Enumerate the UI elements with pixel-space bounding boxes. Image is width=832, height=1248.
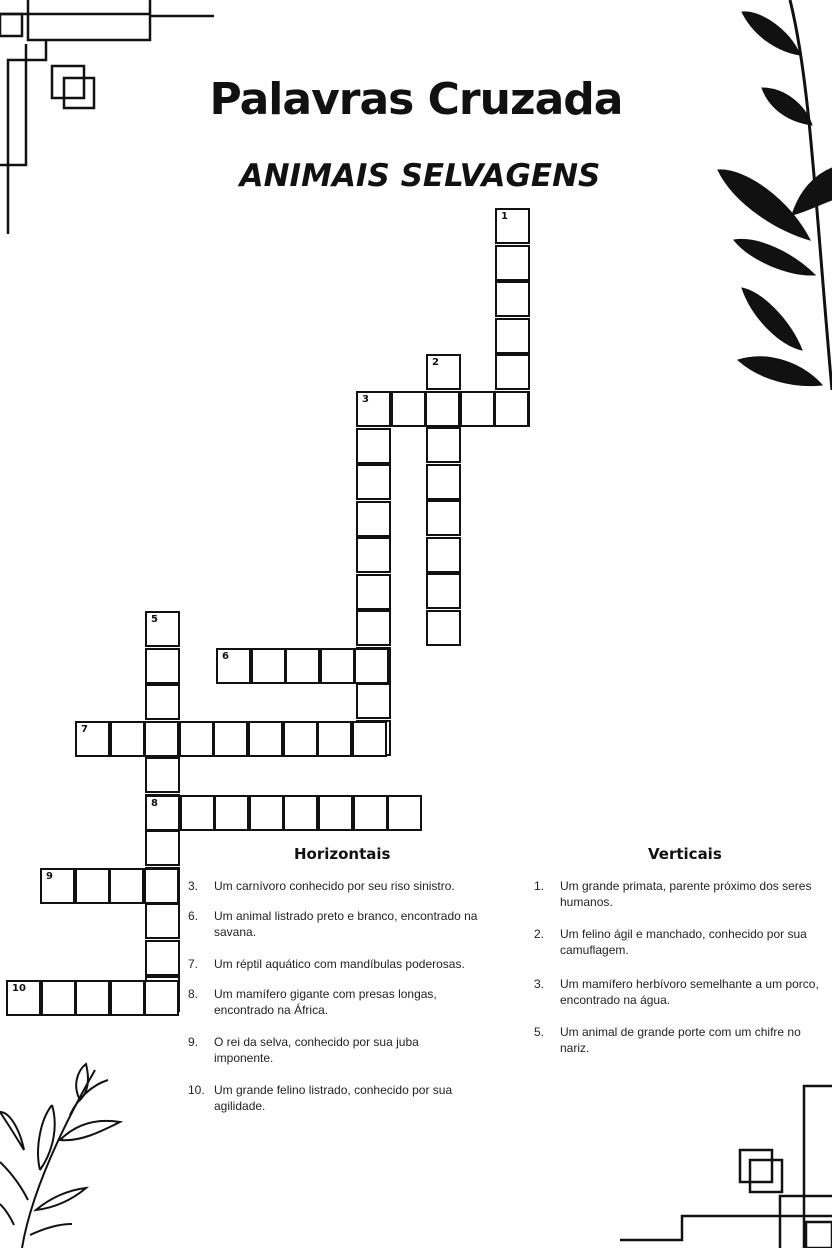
crossword-cell[interactable] bbox=[109, 868, 144, 904]
crossword-cell[interactable] bbox=[75, 868, 110, 904]
crossword-cell[interactable] bbox=[317, 721, 352, 757]
crossword-cell[interactable] bbox=[145, 757, 180, 793]
crossword-cell[interactable] bbox=[41, 980, 76, 1016]
crossword-cell[interactable] bbox=[145, 830, 180, 866]
crossword-cell[interactable] bbox=[495, 318, 530, 354]
crossword-cell[interactable] bbox=[356, 428, 391, 464]
crossword-cell[interactable] bbox=[283, 795, 318, 831]
crossword-cell[interactable] bbox=[180, 795, 215, 831]
clue-number-label: 2 bbox=[432, 357, 439, 368]
page-title: Palavras Cruzada bbox=[209, 74, 623, 125]
crossword-cell[interactable] bbox=[145, 684, 180, 720]
crossword-cell[interactable] bbox=[214, 795, 249, 831]
clue-across-9: 9. O rei da selva, conhecido por sua juba imponente. bbox=[188, 1035, 419, 1065]
crossword-cell[interactable] bbox=[391, 391, 426, 427]
crossword-cell[interactable] bbox=[320, 648, 355, 684]
crossword-cell[interactable] bbox=[75, 980, 110, 1016]
crossword-cell[interactable] bbox=[495, 281, 530, 317]
crossword-cell[interactable] bbox=[495, 354, 530, 390]
crossword-cell[interactable] bbox=[356, 683, 391, 719]
clue-number-label: 1 bbox=[501, 211, 508, 222]
clue-number-label: 8 bbox=[151, 798, 158, 809]
across-clues-title: Horizontais bbox=[294, 845, 391, 863]
crossword-cell[interactable] bbox=[144, 980, 179, 1016]
clue-number-label: 6 bbox=[222, 651, 229, 662]
crossword-cell[interactable] bbox=[283, 721, 318, 757]
crossword-cell[interactable] bbox=[426, 464, 461, 500]
crossword-cell[interactable] bbox=[144, 721, 179, 757]
crossword-cell[interactable] bbox=[352, 721, 387, 757]
crossword-cell[interactable] bbox=[356, 574, 391, 610]
crossword-cell[interactable] bbox=[426, 573, 461, 609]
down-clues-title: Verticais bbox=[648, 845, 722, 863]
crossword-cell[interactable] bbox=[426, 537, 461, 573]
crossword-cell[interactable] bbox=[285, 648, 320, 684]
clue-down-2: 2. Um felino ágil e manchado, conhecido por sua camuflagem. bbox=[534, 927, 807, 957]
crossword-cell[interactable] bbox=[318, 795, 353, 831]
clue-across-10: 10. Um grande felino listrado, conhecido por sua agilidade. bbox=[188, 1083, 453, 1113]
crossword-cell[interactable] bbox=[356, 610, 391, 646]
clue-down-3: 3. Um mamífero herbívoro semelhante a um porco, encontrado na água. bbox=[534, 977, 819, 1007]
clue-number-label: 7 bbox=[81, 724, 88, 735]
crossword-cell[interactable] bbox=[354, 648, 389, 684]
clue-down-5: 5. Um animal de grande porte com um chifre no nariz. bbox=[534, 1025, 801, 1055]
crossword-cell[interactable] bbox=[426, 500, 461, 536]
crossword-cell[interactable] bbox=[460, 391, 495, 427]
crossword-cell[interactable] bbox=[356, 501, 391, 537]
crossword-cell[interactable] bbox=[426, 610, 461, 646]
crossword-cell[interactable] bbox=[425, 391, 460, 427]
crossword-cell[interactable] bbox=[144, 868, 179, 904]
crossword-cell[interactable] bbox=[356, 464, 391, 500]
crossword-cell[interactable] bbox=[249, 795, 284, 831]
crossword-cell[interactable] bbox=[248, 721, 283, 757]
clue-number-label: 10 bbox=[12, 983, 26, 994]
crossword-cell[interactable] bbox=[426, 427, 461, 463]
crossword-cell[interactable] bbox=[179, 721, 214, 757]
crossword-cell[interactable] bbox=[110, 721, 145, 757]
clue-number-label: 9 bbox=[46, 871, 53, 882]
crossword-cell[interactable] bbox=[145, 903, 180, 939]
crossword-cell[interactable] bbox=[356, 537, 391, 573]
clue-across-8: 8. Um mamífero gigante com presas longas, encontrado na África. bbox=[188, 987, 437, 1017]
crossword-cell[interactable] bbox=[495, 245, 530, 281]
clue-number-label: 5 bbox=[151, 614, 158, 625]
crossword-cell[interactable] bbox=[387, 795, 422, 831]
clue-across-6: 6. Um animal listrado preto e branco, encontrado na savana. bbox=[188, 909, 478, 939]
clue-across-3: 3. Um carnívoro conhecido por seu riso sinistro. bbox=[188, 879, 455, 893]
crossword-cell[interactable] bbox=[251, 648, 286, 684]
crossword-cell[interactable] bbox=[213, 721, 248, 757]
clue-down-1: 1. Um grande primata, parente próximo dos seres humanos. bbox=[534, 879, 812, 909]
clue-number-label: 3 bbox=[362, 394, 369, 405]
crossword-cell[interactable] bbox=[494, 391, 529, 427]
page-subtitle: ANIMAIS SELVAGENS bbox=[239, 158, 601, 194]
crossword-cell[interactable] bbox=[145, 940, 180, 976]
crossword-cell[interactable] bbox=[145, 648, 180, 684]
clue-across-7: 7. Um réptil aquático com mandíbulas poderosas. bbox=[188, 957, 465, 971]
crossword-cell[interactable] bbox=[110, 980, 145, 1016]
crossword-cell[interactable] bbox=[353, 795, 388, 831]
